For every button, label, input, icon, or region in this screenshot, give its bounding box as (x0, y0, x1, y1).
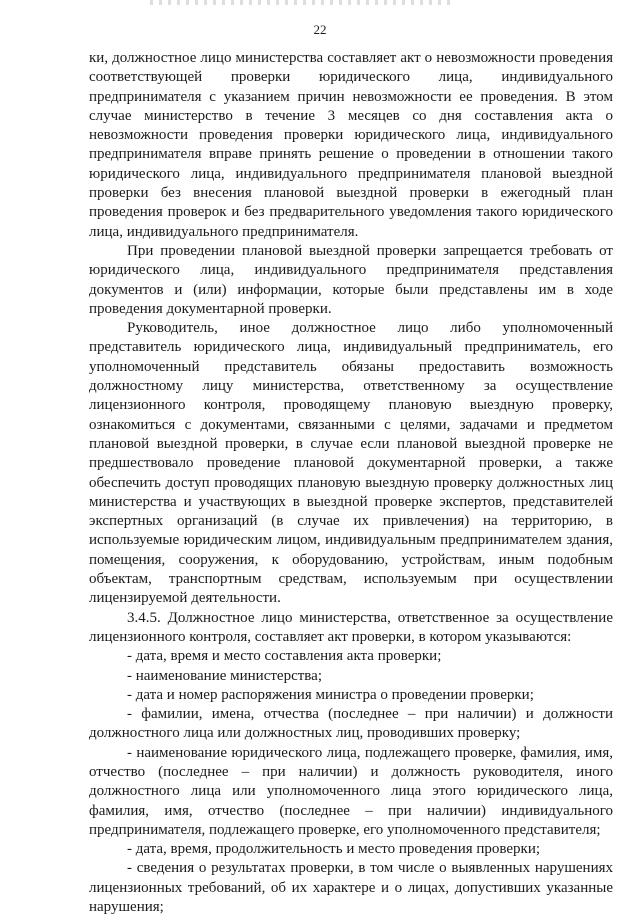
page-number: 22 (313, 22, 327, 37)
list-item: - дата, время и место составления акта проверки; (127, 648, 442, 665)
list-item: - дата, время, продолжительность и место проведения проверки; (127, 841, 541, 858)
paragraph-access-obligation: Руководитель, иное должностное лицо либо уполномоченный представитель юридического лица, индивидуальный предприниматель, его уполномоченный представитель обязаны предоставить возможность должностному лицу министерства, ответственному за осуществление лицензионного контроля, проводящему плановую выездную проверку, ознакомиться с документами, связанными с целями, задачами и предметом плановой выездной проверки, в случае если плановой выездной проверке не предшествовало проведение плановой документарной проверки, а также обеспечить доступ проводящих плановую выездную проверку должностных лиц министерства и участвующих в выездной проверке экспертов, представителей экспертных организаций (в случае их привлечения) на территорию, в используемые юридическим лицом, индивидуальным предпринимателем здания, помещения, сооружения, к оборудованию, устройствам, иным подобным объектам, транспортным средствам, используемым при осуществлении лицензируемой деятельности. (89, 320, 613, 607)
list-item: - наименование министерства; (127, 667, 323, 684)
scan-artifact (150, 0, 450, 5)
paragraph-restriction: При проведении плановой выездной проверки запрещается требовать от юридического лица, индивидуального предпринимателя представления документов и (или) информации, которые были представлены им в ходе проведения документарной проверки. (89, 242, 613, 317)
list-item: - дата и номер распоряжения министра о проведении проверки; (127, 686, 534, 703)
paragraph-continuation: ки, должностное лицо министерства составляет акт о невозможности проведения соответствующей проверки юридического лица, индивидуального предпринимателя с указанием причин невозможности ее проведения. В этом случае министерство в течение 3 месяцев со дня составления акта о невозможности проведения проверки юридического лица, индивидуального предпринимателя вправе принять решение о проведении в отношении такого юридического лица, индивидуального предпринимателя плановой выездной проверки без внесения плановой выездной проверки в ежегодный план проведения проверок и без предварительного уведомления такого юридического лица, индивидуального предпринимателя. (89, 50, 613, 240)
list-item: - сведения о результатах проверки, в том числе о выявленных нарушениях лицензионных требований, об их характере и о лицах, допустивших указанные нарушения; (89, 860, 613, 916)
list-item: - наименование юридического лица, подлежащего проверке, фамилия, имя, отчество (последнее – при наличии) и должность руководителя, иного должностного лица или уполномоченного лица этого юридического лица, фамилия, имя, отчество (последнее – при наличии) индивидуального предпринимателя, подлежащего проверке, его уполномоченного представителя; (89, 744, 613, 838)
paragraph-inspection-act: 3.4.5. Должностное лицо министерства, ответственное за осуществление лицензионного контроля, составляет акт проверки, в котором указываются: (89, 609, 613, 645)
list-item: - фамилии, имена, отчества (последнее – при наличии) и должности должностного лица или должностных лиц, проводивших проверку; (89, 706, 613, 742)
document-body (89, 49, 613, 917)
